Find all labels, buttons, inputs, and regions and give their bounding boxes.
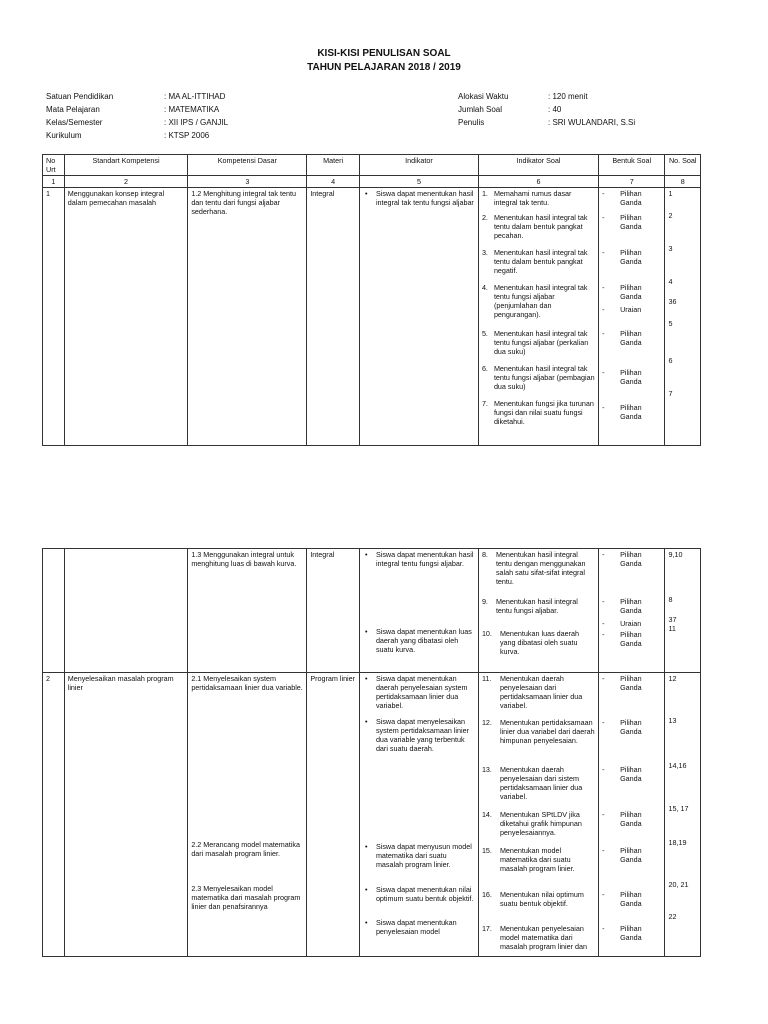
item-number: 10. — [481, 629, 492, 638]
bentuk-soal: Uraian — [620, 619, 642, 628]
header-indikator-soal: Indikator Soal — [478, 155, 598, 176]
item-number: 17. — [481, 924, 492, 933]
indikator-soal-item: Menentukan daerah penyelesaian dari pertidaksamaan linier dua variabel. — [499, 674, 583, 710]
row-kd: 2.2 Merancang model matematika dari masalah program linier. — [191, 840, 300, 858]
indikator-soal-item: Menentukan pertidaksamaan linier dua variabel dari daerah himpunan penyelesaian. — [499, 718, 595, 745]
bentuk-soal: Uraian — [620, 305, 642, 314]
item-number: 9. — [481, 597, 488, 606]
meta-value: : SRI WULANDARI, S.Si — [548, 118, 636, 127]
indikator-list — [363, 189, 475, 207]
table-row: 1.3 Menggunakan integral untuk menghitung luas di bawah kurva. Integral • Siswa dapat menentukan hasil integral tentu fungsi aljabar. • Siswa dapat menentukan luas daerah yang dibatasi oleh suatu kurva. 8. Menentukan hasil integral tentu dengan menggunakan salah satu sifat-sifat integral tentu. 9. Menentukan hasil integral tentu fungsi aljabar. 10. Menentukan luas daerah yang dibatasi oleh suatu kurva. - Pilihan Ganda - Pilihan Ganda - Uraian - Pilihan Ganda 9,10 8 37 11 — [43, 549, 701, 673]
no-soal: 7 — [668, 389, 673, 398]
row-kd: 2.1 Menyelesaikan system pertidaksamaan linier dua variable. — [191, 674, 303, 692]
document-title: KISI-KISI PENULISAN SOAL — [317, 48, 451, 59]
no-soal: 20, 21 — [668, 880, 689, 889]
indikator-soal-item: Menentukan hasil integral tak tentu fungsi aljabar (pembagian dua suku) — [493, 364, 595, 391]
row-no: 2 — [43, 673, 65, 957]
indikator-item: • Siswa dapat menentukan hasil integral tentu fungsi aljabar. — [363, 550, 475, 624]
no-soal: 15, 17 — [668, 804, 689, 813]
indikator-soal-item: Menentukan model matematika dari suatu masalah program linier. — [499, 846, 575, 873]
row-no: 1 — [43, 188, 65, 446]
bentuk-soal: Pilihan Ganda — [620, 674, 642, 692]
col-number: 8 — [665, 176, 701, 188]
col-number: 7 — [599, 176, 665, 188]
no-soal: 11 — [668, 624, 676, 633]
bentuk-soal: Pilihan Ganda — [620, 846, 642, 864]
item-number: 1. — [481, 189, 488, 198]
col-number: 3 — [188, 176, 307, 188]
indikator-soal-item: Menentukan fungsi jika turunan fungsi dan nilai suatu fungsi diketahui. — [493, 399, 594, 426]
bentuk-soal: Pilihan Ganda — [620, 283, 642, 301]
meta-value: : MATEMATIKA — [164, 105, 220, 114]
header-no: No Urt — [43, 155, 65, 176]
bentuk-soal: Pilihan Ganda — [620, 368, 642, 386]
bentuk-soal: Pilihan Ganda — [620, 924, 642, 942]
indikator-soal-item: Menentukan luas daerah yang dibatasi oleh suatu kurva. — [499, 629, 580, 656]
column-number-row — [43, 176, 701, 188]
no-soal: 36 — [668, 297, 677, 306]
item-number: 2. — [481, 213, 488, 222]
bentuk-soal: Pilihan Ganda — [620, 189, 642, 207]
item-number: 4. — [481, 283, 488, 292]
indikator-soal-item: Menentukan hasil integral tentu dengan menggunakan salah satu sifat-sifat integral tentu. — [495, 550, 586, 586]
indikator-item: • Siswa dapat menentukan daerah penyelesaian system pertidaksamaan linier dua variabel. — [363, 674, 475, 714]
header-sk: Standart Kompetensi — [64, 155, 188, 176]
meta-right — [458, 90, 635, 129]
bentuk-soal: Pilihan Ganda — [620, 810, 642, 828]
item-number: 7. — [481, 399, 488, 408]
col-number: 5 — [359, 176, 478, 188]
bentuk-soal: Pilihan Ganda — [620, 597, 642, 615]
row-materi: Integral — [307, 188, 360, 446]
item-number: 13. — [481, 765, 492, 774]
meta-label: Penulis — [458, 118, 485, 127]
indikator-item: • Siswa dapat menentukan penyelesaian model — [363, 918, 475, 936]
meta-value: : 120 menit — [548, 92, 588, 101]
bentuk-soal: Pilihan Ganda — [620, 630, 642, 648]
col-number: 4 — [307, 176, 360, 188]
item-number: 14. — [481, 810, 492, 819]
bentuk-soal: Pilihan Ganda — [620, 329, 642, 347]
no-soal: 12 — [668, 674, 677, 683]
kisi-kisi-table-1 — [42, 154, 701, 446]
bentuk-soal: Pilihan Ganda — [620, 718, 642, 736]
no-soal: 14,16 — [668, 761, 687, 770]
indikator-list — [363, 674, 475, 936]
col-number: 1 — [43, 176, 65, 188]
kisi-kisi-table-2 — [42, 548, 701, 957]
indikator-soal-item: Menentukan daerah penyelesaian dari sistem pertidaksamaan linier dua variabel. — [499, 765, 583, 801]
no-soal: 13 — [668, 716, 677, 725]
bentuk-soal: Pilihan Ganda — [620, 765, 642, 783]
meta-value: : XII IPS / GANJIL — [164, 118, 229, 127]
row-sk: Menggunakan konsep integral dalam pemecahan masalah — [64, 188, 188, 446]
indikator-soal-item: Menentukan nilai optimum suatu bentuk objektif. — [499, 890, 584, 908]
row-materi: Integral — [307, 549, 360, 673]
col-number: 2 — [64, 176, 188, 188]
table-row: 2 Menyelesaikan masalah program linier 2.1 Menyelesaikan system pertidaksamaan linier dua variable. 2.2 Merancang model matematika dari masalah program linier. 2.3 Menyelesaikan model matematika dari masalah program linier dan penafsirannya Program linier • Siswa dapat menentukan daerah penyelesaian system pertidaksamaan linier dua variabel. • Siswa dapat menyelesaikan system pertidaksamaan linier dua variable yang terbentuk dari suatu daerah. • Siswa dapat menyusun model matematika dari suatu masalah program linier. • Siswa dapat menentukan nilai optimum suatu bentuk objektif. • Siswa dapat menentukan penyelesaian model 11. Menentukan daerah penyelesaian dari pertidaksamaan linier dua variabel. 12. Menentukan pertidaksamaan linier dua variabel dari daerah himpunan penyelesaian. 13. Menentukan daerah penyelesaian dari sistem pertidaksamaan linier dua variabel. 14. Menentukan SPtLDV jika diketahui grafik himpunan penyelesaiannya. 15. Menentukan model matematika dari suatu masalah program linier. 16. Menentukan nilai optimum suatu bentuk objektif. 17. Menentukan penyelesaian model matematika dari masalah program linier dan - Pilihan Ganda - Pilihan Ganda - Pilihan Ganda - Pilihan Ganda - Pilihan Ganda - Pilihan Ganda - Pilihan Ganda 12 13 14,16 15, 17 18,19 20, 21 22 — [43, 673, 701, 957]
item-number: 6. — [481, 364, 488, 373]
no-soal: 3 — [668, 244, 673, 253]
row-materi: Program linier — [307, 673, 360, 957]
indikator-soal-item: Memahami rumus dasar integral tak tentu. — [493, 189, 572, 207]
row-kd: 2.3 Menyelesaikan model matematika dari masalah program linier dan penafsirannya — [191, 884, 301, 911]
header-no-soal: No. Soal — [665, 155, 701, 176]
item-number: 16. — [481, 890, 492, 899]
indikator-item: • Siswa dapat menyusun model matematika dari suatu masalah program linier. — [363, 842, 475, 882]
bentuk-soal: Pilihan Ganda — [620, 890, 642, 908]
indikator-soal-item: Menentukan hasil integral tentu fungsi aljabar. — [495, 597, 578, 615]
header-kd: Kompetensi Dasar — [188, 155, 307, 176]
meta-value: : 40 — [548, 105, 562, 114]
indikator-soal-item: Menentukan penyelesaian model matematika dari masalah program linier dan — [499, 924, 588, 951]
meta-value: : KTSP 2006 — [164, 131, 210, 140]
row-kd: 1.2 Menghitung integral tak tentu dan tentu dari fungsi aljabar sederhana. — [188, 188, 307, 446]
meta-label: Jumlah Soal — [458, 105, 503, 114]
no-soal: 4 — [668, 277, 673, 286]
item-number: 8. — [481, 550, 488, 559]
meta-label: Satuan Pendidikan — [46, 92, 114, 101]
item-number: 12. — [481, 718, 492, 727]
meta-label: Kurikulum — [46, 131, 82, 140]
indikator-item: • Siswa dapat menentukan luas daerah yang dibatasi oleh suatu kurva. — [363, 627, 475, 654]
table-row: 1 Menggunakan konsep integral dalam pemecahan masalah 1.2 Menghitung integral tak tentu dan tentu dari fungsi aljabar sederhana. Integral • Siswa dapat menentukan hasil integral tak tentu fungsi aljabar 1. Memahami rumus dasar integral tak tentu. 2. Menentukan hasil integral tak tentu dalam bentuk pangkat pecahan. 3. Menentukan hasil integral tak tentu dalam bentuk pangkat negatif. 4. Menentukan hasil integral tak tentu fungsi aljabar (penjumlahan dan pengurangan). 5. Menentukan hasil integral tak tentu fungsi aljabar (perkalian dua suku) 6. Menentukan hasil integral tak tentu fungsi aljabar (pembagian dua suku) 7. Menentukan fungsi jika turunan fungsi dan nilai suatu fungsi diketahui. - Pilihan Ganda - Pilihan Ganda - Pilihan Ganda - Pilihan Ganda - Uraian - Pilihan Ganda - Pilihan Ganda - Pilihan Ganda 1 2 3 4 36 5 6 7 — [43, 188, 701, 446]
indikator-soal-item: Menentukan hasil integral tak tentu fungsi aljabar (penjumlahan dan pengurangan). — [493, 283, 588, 319]
indikator-soal-item: Menentukan hasil integral tak tentu dalam bentuk pangkat negatif. — [493, 248, 588, 275]
item-number: 11. — [481, 674, 492, 683]
row-kd: 1.3 Menggunakan integral untuk menghitung luas di bawah kurva. — [188, 549, 307, 673]
indikator-item: • Siswa dapat menentukan nilai optimum suatu bentuk objektif. — [363, 885, 475, 915]
item-number: 5. — [481, 329, 488, 338]
no-soal: 8 — [668, 595, 673, 604]
col-number: 6 — [478, 176, 598, 188]
indikator-list — [363, 550, 475, 654]
no-soal: 22 — [668, 912, 677, 921]
no-soal: 5 — [668, 319, 673, 328]
no-soal: 18,19 — [668, 838, 687, 847]
header-indikator: Indikator — [359, 155, 478, 176]
meta-value: : MA AL-ITTIHAD — [164, 92, 226, 101]
no-soal: 9,10 — [668, 550, 683, 559]
no-soal: 37 — [668, 615, 677, 624]
no-soal: 2 — [668, 211, 673, 220]
indikator-item: • Siswa dapat menentukan hasil integral tak tentu fungsi aljabar — [363, 189, 475, 207]
indikator-soal-item: Menentukan SPtLDV jika diketahui grafik himpunan penyelesaiannya. — [499, 810, 582, 837]
header-materi: Materi — [307, 155, 360, 176]
meta-label: Mata Pelajaran — [46, 105, 100, 114]
meta-left — [46, 90, 228, 142]
indikator-soal-item: Menentukan hasil integral tak tentu dalam bentuk pangkat pecahan. — [493, 213, 588, 240]
no-soal: 1 — [668, 189, 673, 198]
bentuk-soal: Pilihan Ganda — [620, 213, 642, 231]
row-sk: Menyelesaikan masalah program linier — [64, 673, 188, 957]
no-soal: 6 — [668, 356, 673, 365]
bentuk-soal: Pilihan Ganda — [620, 403, 642, 421]
bentuk-soal: Pilihan Ganda — [620, 550, 642, 568]
item-number: 15. — [481, 846, 492, 855]
indikator-soal-item: Menentukan hasil integral tak tentu fungsi aljabar (perkalian dua suku) — [493, 329, 589, 356]
bentuk-soal: Pilihan Ganda — [620, 248, 642, 266]
indikator-item: • Siswa dapat menyelesaikan system pertidaksamaan linier dua variable yang terbentuk dari suatu daerah. — [363, 717, 475, 839]
item-number: 3. — [481, 248, 488, 257]
document-subtitle: TAHUN PELAJARAN 2018 / 2019 — [307, 62, 461, 73]
header-bentuk: Bentuk Soal — [599, 155, 665, 176]
meta-label: Alokasi Waktu — [458, 92, 509, 101]
table-header-row — [43, 155, 701, 176]
meta-label: Kelas/Semester — [46, 118, 103, 127]
